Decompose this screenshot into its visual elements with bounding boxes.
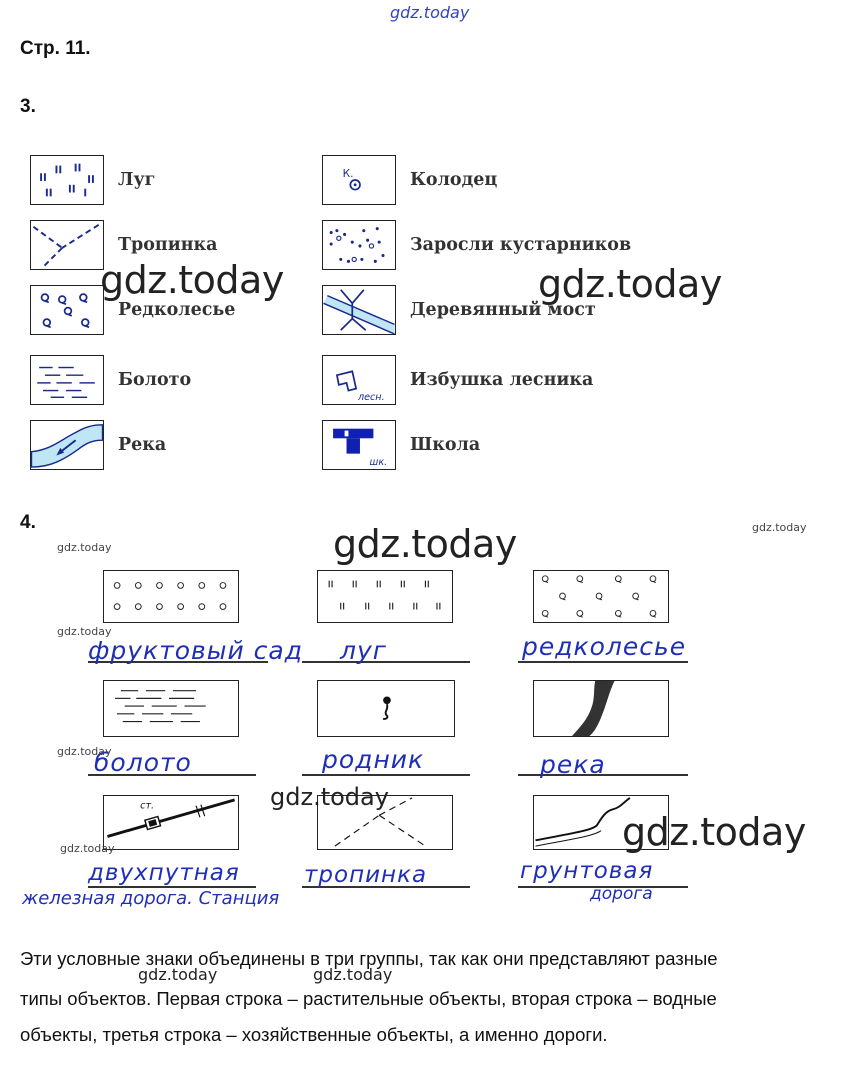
watermark: gdz.today [313,965,393,984]
answer-railway-line2: железная дорога. Станция [22,888,280,909]
watermark: gdz.today [138,965,218,984]
answer-dirt-road-line2: дорога [590,884,653,904]
meadow-icon [30,155,104,205]
explanation-line-1: Эти условные знаки объединены в три группы, так как они представляют разные [20,948,718,969]
sparse-forest-icon [30,285,104,335]
watermark: gdz.today [333,522,517,566]
legend-label-river: Река [118,435,167,455]
legend-label-swamp: Болото [118,370,192,390]
answer-meadow: луг [340,636,387,665]
task-4-number: 4. [20,512,36,533]
explanation-line-2: типы объектов. Первая строка – растительные объекты, вторая строка – водные [20,988,717,1009]
watermark-top: gdz.today [390,3,470,22]
watermark: gdz.today [538,262,722,306]
answer-line [518,661,688,663]
answer-line [302,774,470,776]
well-sign-text: К. [342,168,354,181]
legend-label-meadow: Луг [118,170,156,190]
legend-label-shrubs: Заросли кустарников [410,235,632,255]
river-sign [533,680,669,737]
watermark: gdz.today [60,842,115,855]
station-label: ст. [140,800,155,812]
legend-label-sparse-forest: Редколесье [118,300,236,320]
swamp-sign [103,680,239,737]
answer-railway-line1: двухпутная [88,860,240,886]
explanation-line-3: объекты, третья строка – хозяйственные объекты, а именно дороги. [20,1024,608,1045]
watermark: gdz.today [622,810,806,854]
legend-label-path: Тропинка [118,235,218,255]
watermark: gdz.today [57,625,112,638]
page-reference: Стр. 11. [20,38,91,59]
well-icon [322,155,396,205]
hut-sign-text: лесн. [358,392,385,404]
path-icon [30,220,104,270]
spring-sign [317,680,455,737]
river-icon [30,420,104,470]
watermark: gdz.today [57,541,112,554]
wooden-bridge-icon [322,285,396,335]
watermark: gdz.today [270,783,389,811]
watermark: gdz.today [57,745,112,758]
answer-spring: родник [322,745,425,774]
watermark: gdz.today [100,258,284,302]
orchard-sign [103,570,239,623]
answer-sparse-forest: редколесье [522,632,687,661]
railway-station-sign [103,795,239,850]
answer-dirt-road-line1: грунтовая [520,858,654,884]
swamp-icon [30,355,104,405]
forester-hut-icon [322,355,396,405]
watermark: gdz.today [752,521,807,534]
school-sign-text: шк. [369,457,388,469]
sparse-forest-sign [533,570,669,623]
legend-label-well: Колодец [410,170,498,190]
shrubs-icon [322,220,396,270]
school-icon [322,420,396,470]
answer-swamp: болото [94,748,192,777]
legend-label-wooden-bridge: Деревянный мост [410,300,596,320]
task-3-number: 3. [20,96,36,117]
answer-river: река [540,750,606,779]
answer-path: тропинка [304,862,428,888]
legend-label-school: Школа [410,435,481,455]
answer-orchard: фруктовый сад [88,636,304,665]
legend-label-forester-hut: Избушка лесника [410,370,594,390]
meadow-sign [317,570,453,623]
